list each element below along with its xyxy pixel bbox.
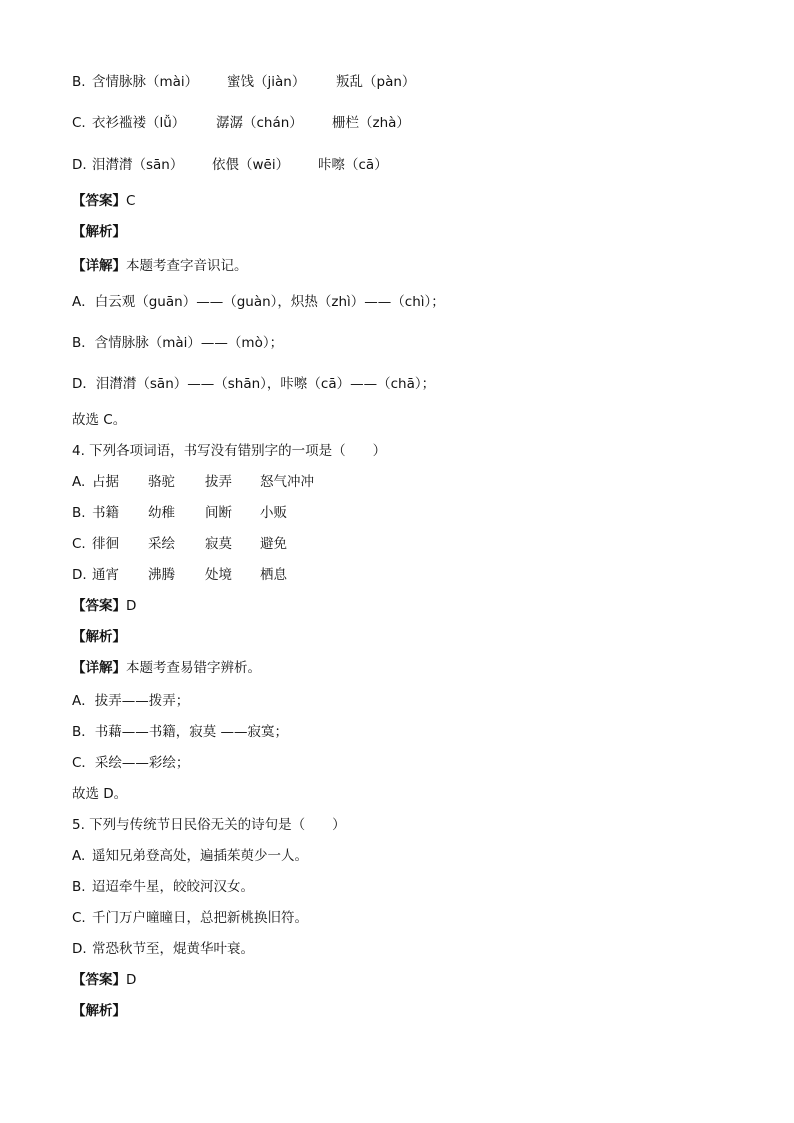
answer-tag: 【答案】 bbox=[72, 193, 126, 209]
option-word: 骆驼 bbox=[148, 474, 175, 490]
q4-conclusion: 故选 D。 bbox=[72, 786, 128, 802]
q5-option-a bbox=[72, 846, 308, 866]
option-item: 潺潺（chán） bbox=[216, 115, 303, 131]
option-word: 怒气冲冲 bbox=[260, 474, 314, 490]
q5-option-d bbox=[72, 939, 254, 959]
q4-detail bbox=[72, 658, 261, 678]
q4-option-b bbox=[72, 503, 287, 523]
detail-text: 本题考查字音识记。 bbox=[126, 258, 248, 274]
q5-option-b bbox=[72, 877, 254, 897]
q4-note-b: B．书藉——书籍，寂莫 ——寂寞； bbox=[72, 724, 289, 740]
q3-note-d: D．泪潸潸（sān）——（shān），咔嚓（cā）——（chā）； bbox=[72, 376, 436, 392]
q5-analysis-tag: 【解析】 bbox=[72, 1003, 126, 1019]
option-letter: D. bbox=[72, 157, 87, 173]
option-word: 占据 bbox=[92, 474, 119, 490]
option-word: 栖息 bbox=[260, 567, 287, 583]
option-text: 迢迢牵牛星，皎皎河汉女。 bbox=[92, 879, 254, 895]
option-word: 间断 bbox=[205, 505, 232, 521]
option-word: 拔弄 bbox=[205, 474, 232, 490]
option-text: 遥知兄弟登高处，遍插茱萸少一人。 bbox=[92, 848, 308, 864]
option-item: 叛乱（pàn） bbox=[336, 74, 416, 90]
answer-value: D bbox=[126, 598, 137, 614]
option-word: 通宵 bbox=[92, 567, 119, 583]
q3-option-b bbox=[72, 72, 416, 92]
detail-tag: 【详解】 bbox=[72, 660, 126, 676]
q3-conclusion: 故选 C。 bbox=[72, 412, 127, 428]
q3-option-d bbox=[72, 155, 388, 175]
option-letter: B. bbox=[72, 879, 86, 895]
option-letter: D. bbox=[72, 567, 87, 583]
answer-value: C bbox=[126, 193, 136, 209]
option-item: 泪潸潸（sān） bbox=[92, 157, 184, 173]
option-word: 采绘 bbox=[148, 536, 175, 552]
answer-value: D bbox=[126, 972, 137, 988]
option-word: 寂莫 bbox=[205, 536, 232, 552]
q4-stem: 4. 下列各项词语，书写没有错别字的一项是（ ） bbox=[72, 443, 387, 459]
q3-answer bbox=[72, 191, 135, 211]
option-word: 小贩 bbox=[260, 505, 287, 521]
q5-option-c bbox=[72, 908, 308, 928]
option-word: 避免 bbox=[260, 536, 287, 552]
q4-option-d bbox=[72, 565, 287, 585]
option-item: 咔嚓（cā） bbox=[318, 157, 388, 173]
option-item: 含情脉脉（mài） bbox=[92, 74, 199, 90]
option-letter: A. bbox=[72, 848, 86, 864]
q4-option-a bbox=[72, 472, 314, 492]
q4-analysis-tag: 【解析】 bbox=[72, 629, 126, 645]
q5-answer bbox=[72, 970, 136, 990]
option-word: 沸腾 bbox=[148, 567, 175, 583]
detail-tag: 【详解】 bbox=[72, 258, 126, 274]
option-item: 蜜饯（jiàn） bbox=[227, 74, 306, 90]
option-item: 依偎（wēi） bbox=[212, 157, 290, 173]
q3-option-c bbox=[72, 113, 410, 133]
q5-stem: 5. 下列与传统节日民俗无关的诗句是（ ） bbox=[72, 817, 346, 833]
option-text: 千门万户曈曈日，总把新桃换旧符。 bbox=[92, 910, 308, 926]
detail-text: 本题考查易错字辨析。 bbox=[126, 660, 261, 676]
option-letter: C. bbox=[72, 115, 86, 131]
answer-tag: 【答案】 bbox=[72, 972, 126, 988]
option-word: 书籍 bbox=[92, 505, 119, 521]
q3-note-a: A．白云观（guān）——（guàn），炽热（zhì）——（chì）； bbox=[72, 294, 445, 310]
answer-tag: 【答案】 bbox=[72, 598, 126, 614]
option-letter: D. bbox=[72, 941, 87, 957]
option-item: 衣衫褴褛（lǚ） bbox=[92, 115, 186, 131]
option-letter: B. bbox=[72, 505, 86, 521]
option-word: 处境 bbox=[205, 567, 232, 583]
option-item: 栅栏（zhà） bbox=[332, 115, 410, 131]
q4-note-a: A．拔弄——拨弄； bbox=[72, 693, 190, 709]
option-letter: A. bbox=[72, 474, 86, 490]
option-word: 徘徊 bbox=[92, 536, 119, 552]
q4-note-c: C．采绘——彩绘； bbox=[72, 755, 190, 771]
q3-analysis-tag: 【解析】 bbox=[72, 224, 126, 240]
q4-answer bbox=[72, 596, 136, 616]
q3-detail bbox=[72, 256, 248, 276]
option-letter: B. bbox=[72, 74, 86, 90]
option-letter: C. bbox=[72, 536, 86, 552]
option-text: 常恐秋节至，焜黄华叶衰。 bbox=[92, 941, 254, 957]
q4-option-c bbox=[72, 534, 287, 554]
option-letter: C. bbox=[72, 910, 86, 926]
q3-note-b: B．含情脉脉（mài）——（mò）； bbox=[72, 335, 284, 351]
option-word: 幼稚 bbox=[148, 505, 175, 521]
